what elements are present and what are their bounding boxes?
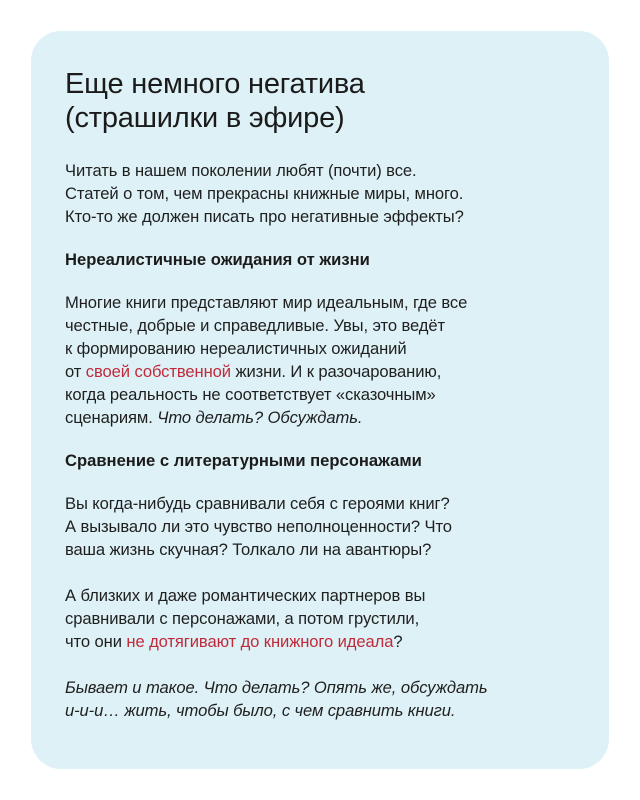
section-heading-character-comparison: Сравнение с литературными персонажами: [65, 451, 422, 470]
section2-line: ваша жизнь скучная? Толкало ли на авантюры?: [65, 540, 432, 559]
section1-line: [65, 406, 579, 429]
text-fragment: жизни. И к разочарованию,: [230, 362, 442, 381]
closing-line: и-и-и… жить, чтобы было, с чем сравнить книги.: [65, 701, 456, 720]
section1-line: Многие книги представляют мир идеальным, где все: [65, 293, 468, 312]
section2-line: А вызывало ли это чувство неполноценности? Что: [65, 517, 452, 536]
section1-line: когда реальность не соответствует «сказочным»: [65, 385, 436, 404]
section1-paragraph: [65, 291, 579, 429]
section2-paragraph-1: [65, 492, 579, 561]
intro-line: Статей о том, чем прекрасны книжные миры, много.: [65, 184, 464, 203]
section1-line: честные, добрые и справедливые. Увы, это ведёт: [65, 316, 445, 335]
intro-paragraph: [65, 159, 579, 228]
closing-line: Бывает и такое. Что делать? Опять же, обсуждать: [65, 678, 488, 697]
intro-line: Кто-то же должен писать про негативные эффекты?: [65, 207, 464, 226]
highlighted-text: своей собственной: [85, 362, 231, 381]
section-heading-unrealistic-expectations: Нереалистичные ожидания от жизни: [65, 250, 370, 269]
section1-line: [65, 360, 579, 383]
section1-line: к формированию нереалистичных ожиданий: [65, 339, 407, 358]
section2-paragraph-2: [65, 584, 579, 653]
section2-line: [65, 630, 579, 653]
page-title: [65, 67, 579, 135]
section2-line: А близких и даже романтических партнеров вы: [65, 586, 426, 605]
section2-line: сравнивали с персонажами, а потом грустили,: [65, 609, 420, 628]
intro-line: Читать в нашем поколении любят (почти) все.: [65, 161, 417, 180]
title-line-1: Еще немного негатива: [65, 68, 365, 100]
text-fragment: от: [65, 362, 86, 381]
highlighted-text: не дотягивают до книжного идеала: [126, 632, 394, 651]
content-card: [31, 31, 609, 769]
closing-paragraph: [65, 676, 579, 722]
title-line-2: (страшилки в эфире): [65, 102, 345, 134]
italic-text: Что делать? Обсуждать.: [157, 408, 363, 427]
text-fragment: сценариям.: [65, 408, 158, 427]
text-fragment: ?: [393, 632, 403, 651]
text-fragment: что они: [65, 632, 127, 651]
section2-line: Вы когда-нибудь сравнивали себя с героями книг?: [65, 494, 450, 513]
